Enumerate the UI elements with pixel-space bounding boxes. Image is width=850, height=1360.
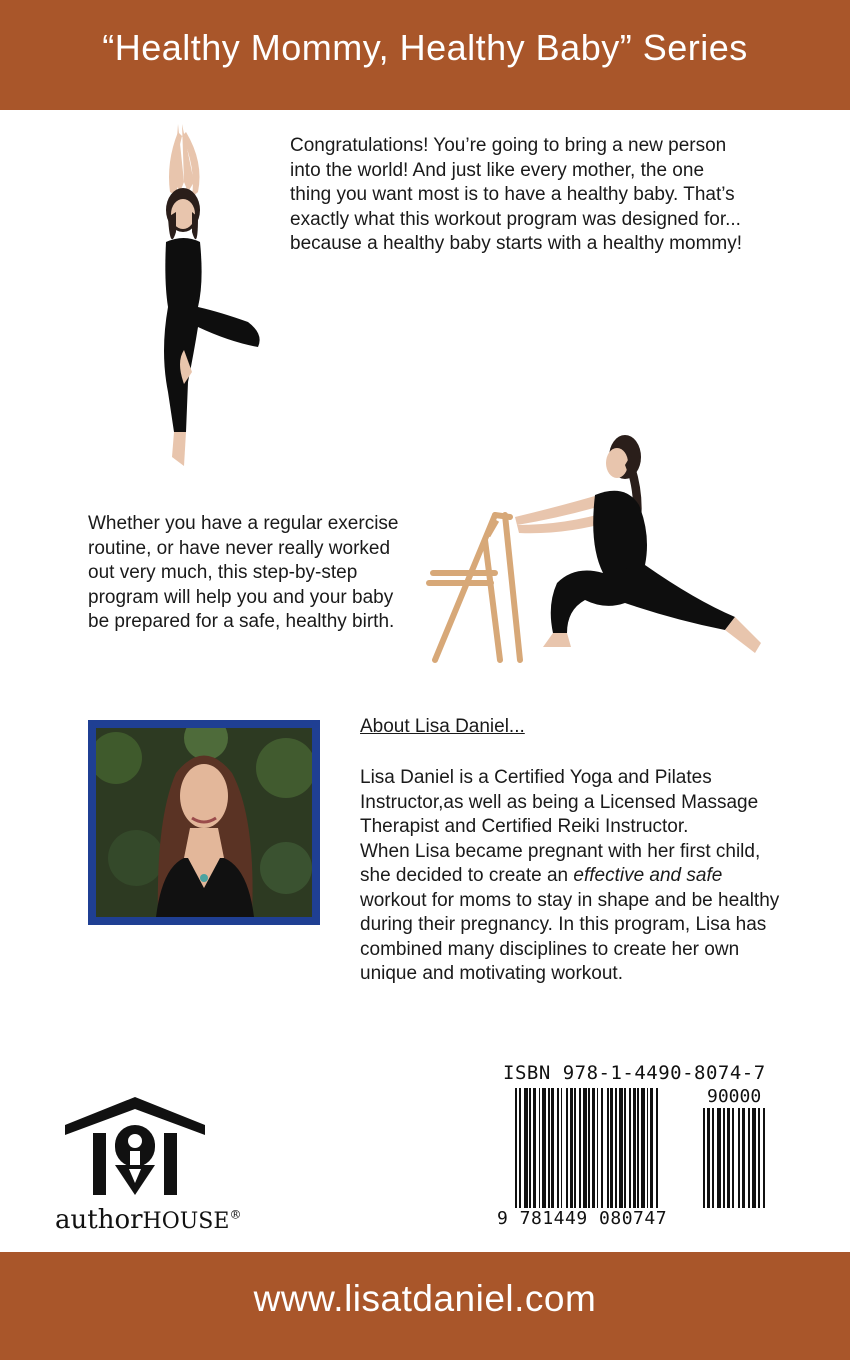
program-paragraph: Whether you have a regular exercise routine, or have never really worked out very much, this step-by-step program will help you and your baby be prepared for a safe, healthy birth. [88,513,399,632]
about-heading: About Lisa Daniel... [360,716,525,737]
website-url[interactable]: www.lisatdaniel.com [253,1278,597,1319]
about-text-credentials: Lisa Daniel is a Certified Yoga and Pilates Instructor,as well as being a Licensed Massage Therapist and Certified Reiki Instructor. [360,767,759,837]
series-title: “Healthy Mommy, Healthy Baby” Series [102,27,748,68]
about-text-story-end: workout for moms to stay in shape and be healthy during their pregnancy. In this program, Lisa has combined many disciplines to create her own unique and motivating workout. [360,889,780,984]
footer-band [0,1252,850,1360]
header-band [0,0,850,110]
addon-barcode-bars [703,1108,787,1208]
about-paragraph [360,766,790,987]
ean-digits: 9 781449 080747 [497,1208,668,1229]
isbn-text: ISBN 978-1-4490-8074-7 [503,1062,766,1084]
intro-paragraph: Congratulations! You’re going to bring a new person into the world! And just like every mother, the one thing you want most is to have a healthy baby. That’s exactly what this workout program was designed for... because a healthy baby starts with a healthy mommy! [290,135,743,254]
author-photo [96,728,312,917]
publisher-name-upper: HOUSE [142,1209,230,1234]
publisher-name-lower: author [55,1205,143,1235]
author-photo-frame [88,720,320,925]
addon-digits: 90000 [707,1086,762,1107]
ean-barcode-bars [515,1088,690,1208]
registered-mark: ® [229,1207,242,1222]
authorhouse-logo-icon [55,1095,235,1200]
yoga-tree-pose-figure [140,122,270,472]
barcode [495,1060,790,1232]
about-text-emphasis: effective and safe [573,865,723,886]
lunge-with-chair-figure [425,425,765,665]
about-text-story-start: When Lisa became pregnant with her first child, she decided to create an [360,840,761,886]
publisher-wordmark [55,1205,241,1235]
